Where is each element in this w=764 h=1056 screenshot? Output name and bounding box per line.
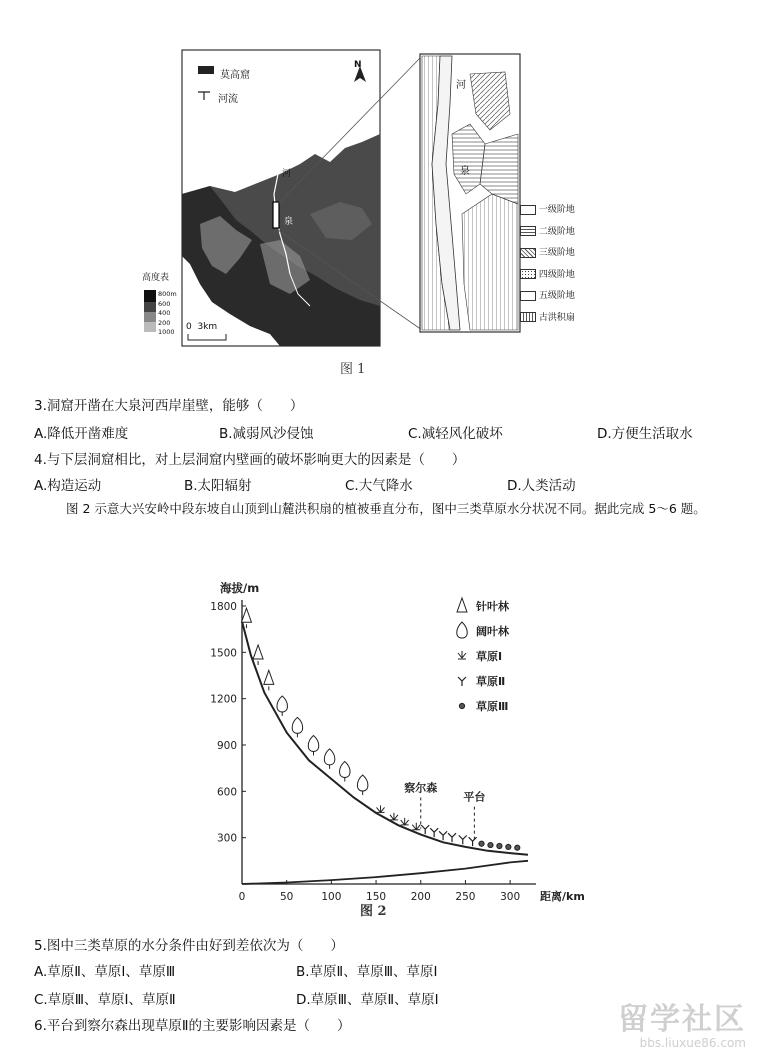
grass-2-icon: [448, 833, 456, 842]
conifer-icon: [253, 645, 263, 659]
watermark: [618, 1004, 746, 1050]
question-5-option-d: D.草原Ⅲ、草原Ⅱ、草原Ⅰ: [296, 992, 439, 1008]
question-4-stem: 4.与下层洞窟相比，对上层洞窟内壁画的破坏影响更大的因素是（ ）: [34, 452, 466, 468]
grass-2-icon: [430, 828, 438, 837]
annotation-label: 察尔森: [404, 781, 438, 795]
legend-label: 针叶林: [476, 600, 509, 613]
inset-legend-item: 四级阶地: [520, 265, 600, 287]
grass-2-icon: [458, 677, 466, 686]
legend-label: 阔叶林: [476, 625, 509, 638]
question-5-option-b: B.草原Ⅱ、草原Ⅲ、草原Ⅰ: [296, 964, 438, 980]
figure-2: [200, 570, 585, 920]
figure-1-caption: 图 1: [340, 362, 366, 377]
broadleaf-icon: [340, 761, 351, 777]
elevation-ticks: 800m 600 400 200 1000: [158, 290, 177, 336]
grass-2-icon: [421, 825, 429, 834]
legend-label: 草原Ⅰ: [476, 650, 503, 663]
grass-3-icon: [488, 842, 493, 847]
question-3-option-d: D.方便生活取水: [597, 426, 693, 442]
x-tick-label: 200: [410, 891, 431, 903]
question-3-option-b: B.减弱风沙侵蚀: [219, 426, 314, 442]
inset-spring-label: 泉: [460, 166, 470, 177]
inset-legend: [520, 200, 600, 330]
watermark-url: bbs.liuxue86.com: [639, 1036, 746, 1050]
y-axis-label: 海拔/m: [220, 581, 260, 595]
broadleaf-icon: [357, 775, 368, 791]
legend-river-label: 河流: [218, 94, 238, 105]
figure-2-chart: [200, 570, 585, 920]
y-tick-label: 1800: [210, 601, 237, 613]
question-4-option-d: D.人类活动: [507, 478, 576, 494]
broadleaf-icon: [457, 622, 468, 638]
watermark-title: 留学社区: [618, 1002, 746, 1037]
figure-1: [140, 44, 540, 374]
grass-1-icon: [412, 823, 420, 830]
x-axis-label: 距离/km: [540, 890, 585, 903]
question-4-option-c: C.大气降水: [345, 478, 413, 494]
grass-3-icon: [479, 841, 484, 846]
question-5-stem: 5.图中三类草原的水分条件由好到差依次为（ ）: [34, 938, 344, 954]
intro-paragraph: 图 2 示意大兴安岭中段东坡自山顶到山麓洪积扇的植被垂直分布，图中三类草原水分状况不同。据此完成 5～6 题。: [66, 501, 706, 516]
inset-legend-item: 二级阶地: [520, 222, 600, 244]
conifer-icon: [241, 608, 251, 622]
grass-1-icon: [390, 813, 398, 820]
question-4-option-a: A.构造运动: [34, 478, 102, 494]
x-tick-label: 300: [500, 891, 521, 903]
figure-2-caption: 图 2: [360, 904, 387, 919]
question-6-stem: 6.平台到察尔森出现草原Ⅱ的主要影响因素是（ ）: [34, 1018, 351, 1034]
grass-2-icon: [439, 831, 447, 840]
grass-2-icon: [469, 837, 477, 846]
inset-legend-item: 五级阶地: [520, 286, 600, 308]
y-tick-label: 1200: [210, 693, 237, 706]
conifer-icon: [457, 598, 467, 612]
x-tick-label: 250: [455, 891, 476, 903]
inset-legend-item: 三级阶地: [520, 243, 600, 265]
question-4-option-b: B.太阳辐射: [184, 478, 252, 494]
question-5-option-c: C.草原Ⅲ、草原Ⅰ、草原Ⅱ: [34, 992, 176, 1008]
conifer-icon: [264, 670, 274, 684]
grass-3-icon: [497, 843, 502, 848]
legend-label: 草原Ⅲ: [476, 700, 509, 713]
map-spring-label: 泉: [284, 217, 294, 227]
map-river-label: 河: [282, 169, 292, 179]
annotation-label: 平台: [463, 790, 486, 804]
broadleaf-icon: [324, 749, 335, 765]
north-label: N: [354, 60, 362, 70]
question-5-option-a: A.草原Ⅱ、草原Ⅰ、草原Ⅲ: [34, 964, 176, 980]
grass-3-icon: [506, 844, 511, 849]
inset-legend-item: 古洪积扇: [520, 308, 600, 330]
y-tick-label: 1500: [210, 647, 237, 660]
x-tick-label: 0: [238, 891, 246, 903]
question-3-stem: 3.洞窟开凿在大泉河西岸崖壁，能够（ ）: [34, 398, 304, 414]
y-tick-label: 600: [216, 786, 237, 799]
grass-2-icon: [459, 835, 467, 844]
grass-1-icon: [377, 805, 385, 812]
y-tick-label: 300: [216, 832, 237, 845]
inset-river-label: 河: [456, 80, 466, 91]
x-tick-label: 50: [280, 891, 294, 903]
grass-3-icon: [459, 703, 464, 708]
legend-cave-label: 莫高窟: [220, 70, 250, 81]
y-tick-label: 900: [216, 740, 237, 752]
question-3-option-a: A.降低开凿难度: [34, 426, 129, 442]
broadleaf-icon: [292, 717, 303, 733]
grass-3-icon: [515, 845, 520, 850]
grass-1-icon: [458, 651, 466, 659]
elevation-title: 高度表: [142, 273, 170, 283]
question-3-option-c: C.减轻风化破坏: [408, 426, 503, 442]
broadleaf-icon: [308, 736, 319, 752]
base-line: [242, 861, 528, 884]
inset-legend-item: 一级阶地: [520, 200, 600, 222]
x-tick-label: 100: [321, 891, 342, 903]
grass-1-icon: [401, 818, 409, 825]
broadleaf-icon: [277, 696, 288, 712]
x-tick-label: 150: [366, 891, 387, 903]
legend-label: 草原Ⅱ: [476, 675, 506, 688]
scale-label: 0 3km: [186, 322, 218, 332]
